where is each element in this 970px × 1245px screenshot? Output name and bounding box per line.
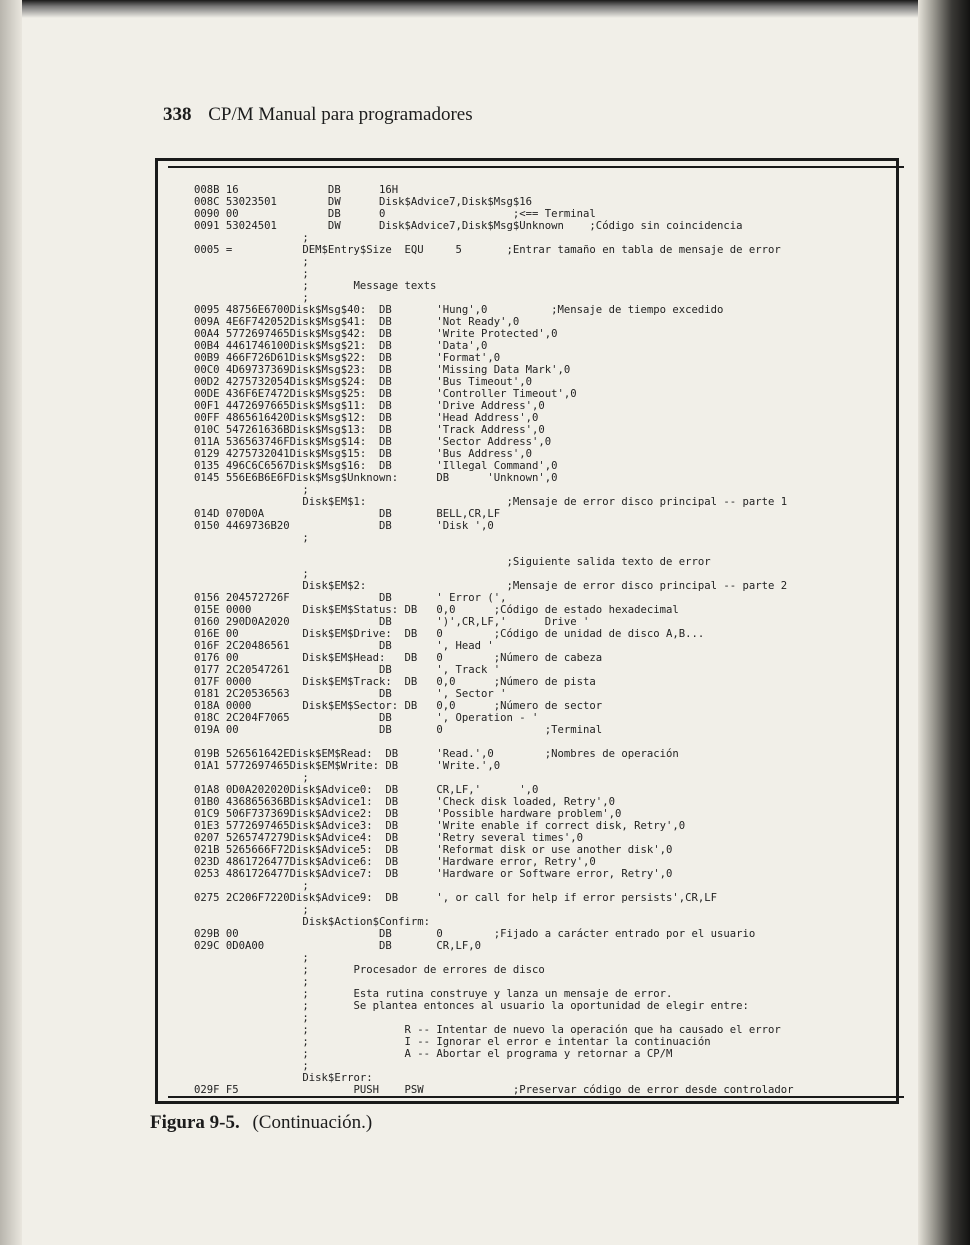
listing-line: 0253 4861726477Disk$Advice7: DB 'Hardware or Software error, Retry',0 bbox=[194, 868, 673, 880]
listing-line: 029F F5 PUSH PSW ;Preservar código de error desde controlador bbox=[194, 1084, 794, 1096]
listing-line: 00FF 4865616420Disk$Msg$12: DB 'Head Address',0 bbox=[194, 412, 539, 424]
listing-line: 023D 4861726477Disk$Advice6: DB 'Hardware error, Retry',0 bbox=[194, 856, 596, 868]
listing-line: ; A -- Abortar el programa y retornar a CP/M bbox=[194, 1048, 673, 1060]
listing-line: 0275 2C206F7220Disk$Advice9: DB ', or call for help if error persists',CR,LF bbox=[194, 892, 717, 904]
listing-line: Disk$EM$2: ;Mensaje de error disco principal -- parte 2 bbox=[194, 580, 788, 592]
listing-line: ; I -- Ignorar el error e intentar la continuación bbox=[194, 1036, 711, 1048]
listing-line: ; R -- Intentar de nuevo la operación que ha causado el error bbox=[194, 1024, 781, 1036]
listing-line bbox=[194, 736, 794, 748]
book-title: CP/M Manual para programadores bbox=[208, 104, 473, 125]
frame-inner-rule-bottom bbox=[168, 1096, 904, 1098]
listing-line: ; bbox=[194, 904, 309, 916]
listing-line: 01B0 436865636BDisk$Advice1: DB 'Check disk loaded, Retry',0 bbox=[194, 796, 615, 808]
listing-line: ; bbox=[194, 484, 309, 496]
listing-line: Disk$Error: bbox=[194, 1072, 373, 1084]
page-edge-shadow-top bbox=[0, 0, 970, 18]
listing-line: ; bbox=[194, 880, 309, 892]
listing-line: 0177 2C20547261 DB ', Track ' bbox=[194, 664, 501, 676]
listing-line bbox=[194, 544, 794, 556]
listing-line: 01C9 506F737369Disk$Advice2: DB 'Possible hardware problem',0 bbox=[194, 808, 622, 820]
frame-inner-rule-top bbox=[168, 166, 904, 168]
listing-line: 00C0 4D69737369Disk$Msg$23: DB 'Missing Data Mark',0 bbox=[194, 364, 571, 376]
listing-line: ; bbox=[194, 976, 309, 988]
listing-line: 0207 5265747279Disk$Advice4: DB 'Retry several times',0 bbox=[194, 832, 584, 844]
listing-line: Disk$Action$Confirm: bbox=[194, 916, 430, 928]
listing-line: 0150 4469736B20 DB 'Disk ',0 bbox=[194, 520, 494, 532]
figure-caption bbox=[150, 1112, 372, 1134]
listing-line: 010C 547261636BDisk$Msg$13: DB 'Track Address',0 bbox=[194, 424, 545, 436]
listing-line: ; Se plantea entonces al usuario la oportunidad de elegir entre: bbox=[194, 1000, 749, 1012]
listing-line: Disk$EM$1: ;Mensaje de error disco principal -- parte 1 bbox=[194, 496, 788, 508]
page-edge-shadow-left bbox=[0, 0, 22, 1245]
listing-line: 01E3 5772697465Disk$Advice3: DB 'Write enable if correct disk, Retry',0 bbox=[194, 820, 686, 832]
listing-line: 014D 070D0A DB BELL,CR,LF bbox=[194, 508, 501, 520]
listing-line: 0090 00 DB 0 ;<== Terminal bbox=[194, 208, 596, 220]
book-spine-shadow bbox=[918, 0, 970, 1245]
listing-line: 011A 536563746FDisk$Msg$14: DB 'Sector Address',0 bbox=[194, 436, 552, 448]
listing-line: 0091 53024501 DW Disk$Advice7,Disk$Msg$Unknown ;Código sin coincidencia bbox=[194, 220, 743, 232]
listing-line: 018C 2C204F7065 DB ', Operation - ' bbox=[194, 712, 539, 724]
listing-line: 018A 0000 Disk$EM$Sector: DB 0,0 ;Número de sector bbox=[194, 700, 603, 712]
listing-line: 00D2 4275732054Disk$Msg$24: DB 'Bus Timeout',0 bbox=[194, 376, 533, 388]
listing-line: 0181 2C20536563 DB ', Sector ' bbox=[194, 688, 507, 700]
listing-line: ; bbox=[194, 232, 309, 244]
listing-line: 0005 = DEM$Entry$Size EQU 5 ;Entrar tamaño en tabla de mensaje de error bbox=[194, 244, 781, 256]
listing-line: 029C 0D0A00 DB CR,LF,0 bbox=[194, 940, 482, 952]
listing-line: 0135 496C6C6567Disk$Msg$16: DB 'Illegal Command',0 bbox=[194, 460, 558, 472]
listing-line: 017F 0000 Disk$EM$Track: DB 0,0 ;Número de pista bbox=[194, 676, 596, 688]
listing-line: ; bbox=[194, 952, 309, 964]
listing-line: 00B4 4461746100Disk$Msg$21: DB 'Data',0 bbox=[194, 340, 488, 352]
listing-line: ; Procesador de errores de disco bbox=[194, 964, 545, 976]
listing-line: 00B9 466F726D61Disk$Msg$22: DB 'Format',0 bbox=[194, 352, 501, 364]
figure-caption-text: (Continuación.) bbox=[252, 1112, 373, 1133]
listing-line: 0160 290D0A2020 DB ')',CR,LF,' Drive ' bbox=[194, 616, 590, 628]
listing-line: 009A 4E6F742052Disk$Msg$41: DB 'Not Ready',0 bbox=[194, 316, 520, 328]
listing-line: ; bbox=[194, 568, 309, 580]
listing-line: 019B 526561642EDisk$EM$Read: DB 'Read.',0 ;Nombres de operación bbox=[194, 748, 679, 760]
listing-line: 0176 00 Disk$EM$Head: DB 0 ;Número de cabeza bbox=[194, 652, 603, 664]
listing-line: 01A8 0D0A202020Disk$Advice0: DB CR,LF,' ',0 bbox=[194, 784, 539, 796]
listing-line: 016F 2C20486561 DB ', Head ' bbox=[194, 640, 494, 652]
listing-line: 0095 48756E6700Disk$Msg$40: DB 'Hung',0 ;Mensaje de tiempo excedido bbox=[194, 304, 724, 316]
listing-line: 029B 00 DB 0 ;Fijado a carácter entrado por el usuario bbox=[194, 928, 756, 940]
listing-line: ; bbox=[194, 1060, 309, 1072]
listing-line: ; bbox=[194, 532, 309, 544]
figure-label: Figura 9-5. bbox=[150, 1112, 240, 1133]
listing-line: ; Esta rutina construye y lanza un mensaje de error. bbox=[194, 988, 673, 1000]
listing-line: 01A1 5772697465Disk$EM$Write: DB 'Write.',0 bbox=[194, 760, 501, 772]
listing-line: 019A 00 DB 0 ;Terminal bbox=[194, 724, 603, 736]
listing-line: ; Message texts bbox=[194, 280, 437, 292]
listing-line: ; bbox=[194, 292, 309, 304]
listing-line: 021B 5265666F72Disk$Advice5: DB 'Reformat disk or use another disk',0 bbox=[194, 844, 673, 856]
listing-line: 0145 556E6B6E6FDisk$Msg$Unknown: DB 'Unknown',0 bbox=[194, 472, 558, 484]
listing-line: ; bbox=[194, 268, 309, 280]
page-number: 338 bbox=[163, 104, 192, 125]
listing-line: 00F1 4472697665Disk$Msg$11: DB 'Drive Address',0 bbox=[194, 400, 545, 412]
listing-line: ; bbox=[194, 256, 309, 268]
listing-line: ; bbox=[194, 772, 309, 784]
listing-line: 00A4 5772697465Disk$Msg$42: DB 'Write Protected',0 bbox=[194, 328, 558, 340]
listing-line: 015E 0000 Disk$EM$Status: DB 0,0 ;Código de estado hexadecimal bbox=[194, 604, 679, 616]
listing-line: 008B 16 DB 16H bbox=[194, 184, 399, 196]
listing-line: 0129 4275732041Disk$Msg$15: DB 'Bus Address',0 bbox=[194, 448, 533, 460]
listing-line: 008C 53023501 DW Disk$Advice7,Disk$Msg$16 bbox=[194, 196, 533, 208]
listing-line: 0156 204572726F DB ' Error (', bbox=[194, 592, 507, 604]
listing-line: 016E 00 Disk$EM$Drive: DB 0 ;Código de unidad de disco A,B... bbox=[194, 628, 705, 640]
page-header bbox=[163, 104, 473, 126]
listing-line: ; bbox=[194, 1012, 309, 1024]
listing-line: 00DE 436F6E7472Disk$Msg$25: DB 'Controller Timeout',0 bbox=[194, 388, 577, 400]
assembly-listing bbox=[194, 184, 794, 1096]
listing-line: ;Siguiente salida texto de error bbox=[194, 556, 711, 568]
